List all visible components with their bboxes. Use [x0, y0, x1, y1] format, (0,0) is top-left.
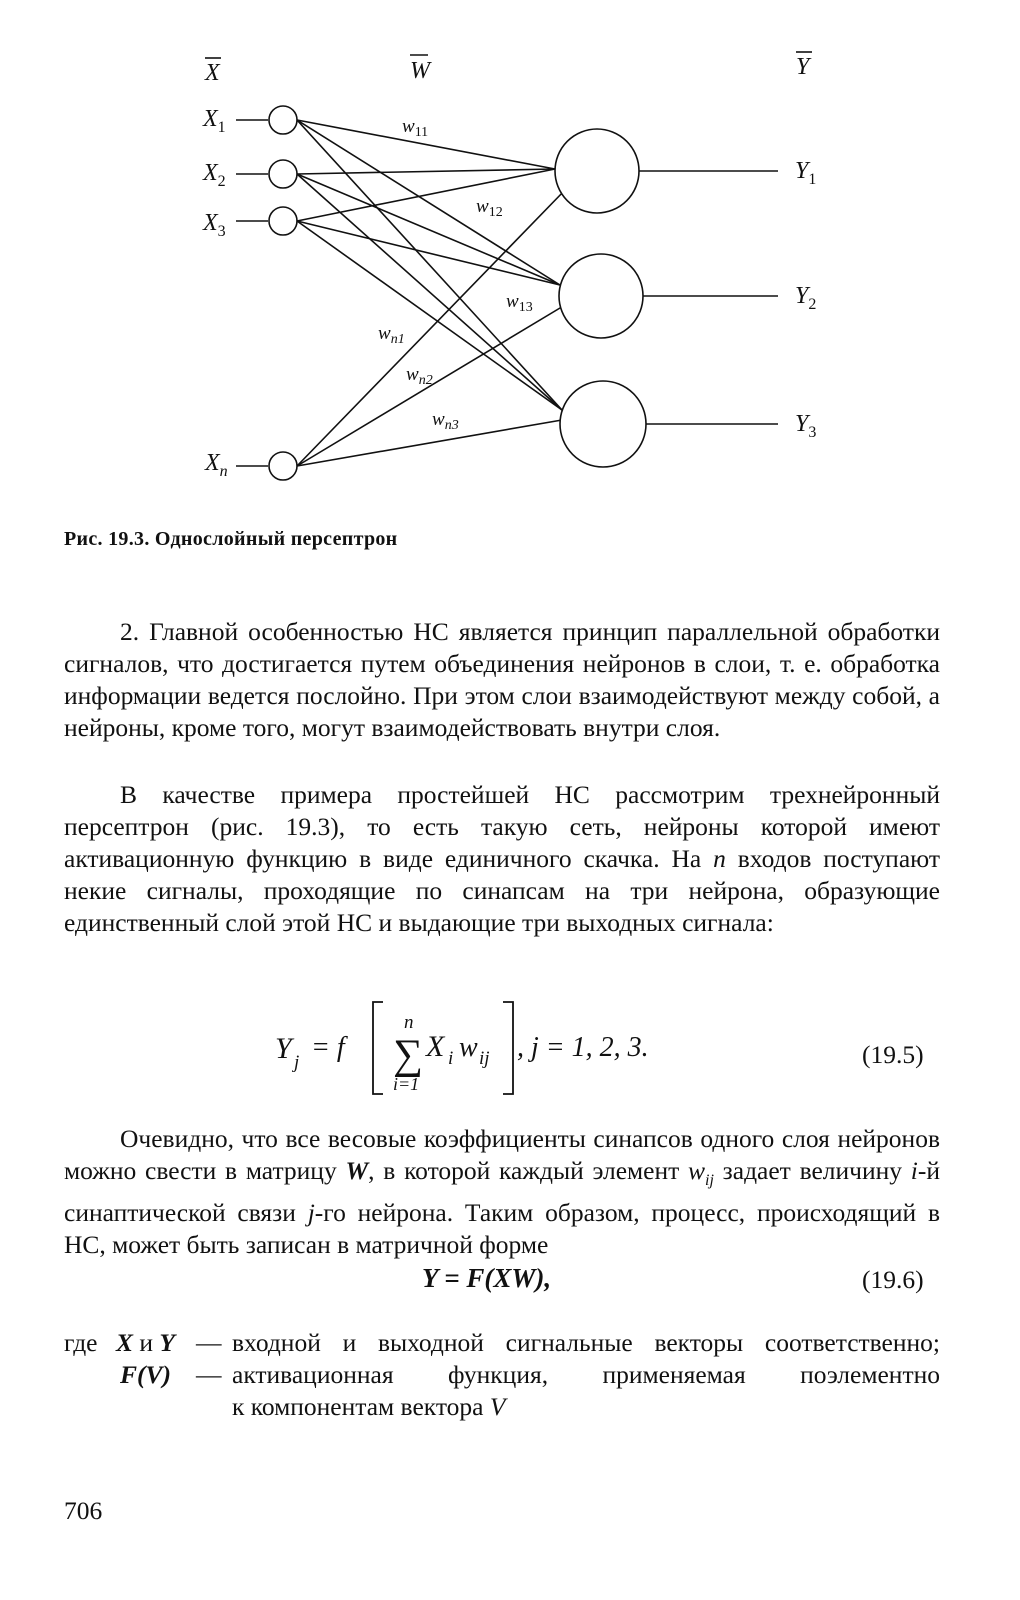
svg-text:w: w: [459, 1032, 478, 1063]
weight-label-wn2: $w_{n2}$: [406, 364, 433, 388]
weight-label-w13: $w_{13}$: [506, 291, 533, 315]
where-row-1: [64, 1327, 940, 1359]
header-x-label: X: [205, 60, 220, 86]
svg-text:ij: ij: [479, 1048, 490, 1069]
input-label-n: $X_n$: [205, 450, 228, 480]
output-label-2: $Y_2$: [795, 283, 817, 313]
equation-19-6-number: (19.6): [862, 1265, 924, 1294]
input-node-3: [269, 207, 297, 235]
svg-text:= f: = f: [311, 1032, 345, 1063]
weight-label-wn1: $w_{n1}$: [378, 323, 405, 347]
sum-sign: ∑: [393, 1032, 423, 1078]
input-label-2: $X_2$: [203, 160, 226, 190]
where-term-f: F(V): [120, 1360, 171, 1389]
paragraph-3: [64, 1123, 940, 1261]
synapse-x3-y2: [297, 221, 560, 285]
header-y-label: Y: [796, 54, 810, 80]
where-dash-2: —: [196, 1360, 222, 1389]
neuron-2: [559, 254, 643, 338]
neuron-1: [555, 129, 639, 213]
figure-caption: Рис. 19.3. Однослойный персептрон: [64, 528, 398, 550]
input-node-n: [269, 452, 297, 480]
where-def-3: к компонентам вектора V: [232, 1392, 506, 1421]
where-clause: [64, 1327, 940, 1423]
weight-label-wn3: $w_{n3}$: [432, 409, 459, 433]
synapse-x2-y2: [297, 174, 560, 285]
equation-19-6: Y = F(XW),: [422, 1263, 552, 1293]
svg-text:i: i: [448, 1048, 454, 1069]
paragraph-1: [64, 616, 940, 744]
input-node-2: [269, 160, 297, 188]
header-w-label: W: [410, 58, 430, 84]
page-number: 706: [64, 1496, 103, 1525]
equation-19-5-drawing: [275, 998, 755, 1098]
paragraph-1-text: 2. Главной особенностью НС является принцип параллельной обработки сигналов, что достигается путем объединения нейронов в слои, т. е. обработка информации ведется послойно. При этом слои взаимодействуют между собой, а нейроны, кроме того, могут взаимодействовать внутри слоя.: [64, 617, 940, 742]
input-label-1: $X_1$: [203, 106, 226, 136]
synapse-x3-y1: [297, 169, 555, 221]
where-row-2: [64, 1359, 940, 1391]
input-node-1: [269, 106, 297, 134]
input-label-3: $X_3$: [203, 210, 226, 240]
svg-text:n: n: [404, 1012, 414, 1033]
equation-19-5-number: (19.5): [862, 1040, 924, 1069]
svg-text:, j = 1, 2, 3.: , j = 1, 2, 3.: [517, 1032, 649, 1063]
svg-text:X: X: [426, 1030, 445, 1063]
where-lead: где: [64, 1328, 98, 1357]
weight-label-w12: $w_{12}$: [476, 196, 503, 220]
output-label-3: $Y_3$: [795, 411, 817, 441]
where-dash-1: —: [196, 1328, 222, 1357]
where-row-3: [64, 1391, 940, 1423]
neuron-3: [560, 381, 646, 467]
weight-label-w11: $w_{11}$: [402, 116, 429, 140]
where-def-1: входной и выходной сигнальные векторы соответственно;: [232, 1328, 940, 1357]
paragraph-3-text: Очевидно, что все весовые коэффициенты синапсов одного слоя нейронов можно свести в матрицу W, в которой каждый элемент $w_{ij}$ задает величину i-й синаптической связи j-го нейрона. Таким образом, процесс, происходящий в НС, может быть записан в матричной форме: [64, 1124, 941, 1260]
svg-text:Y: Y: [275, 1032, 292, 1065]
paragraph-2-text: В качестве примера простейшей НС рассмотрим трехнейронный персептрон (рис. 19.3), то есть такую сеть, нейроны которой имеют активационную функцию в виде единичного скачка. На n входов поступают некие сигналы, проходящие по синапсам на три нейрона, образующие единственный слой этой НС и выдающие три выходных сигнала:: [64, 780, 940, 937]
output-label-1: $Y_1$: [795, 158, 817, 188]
paragraph-2: [64, 779, 940, 939]
svg-text:j: j: [294, 1052, 300, 1073]
where-def-2: активационная функция, применяемая поэлементно: [232, 1360, 940, 1389]
synapse-x2-y1: [297, 169, 555, 174]
equation-19-5: [275, 998, 755, 1098]
perceptron-diagram: [0, 0, 1020, 520]
svg-text:i=1: i=1: [393, 1074, 420, 1094]
where-term-xy: X и Y: [116, 1328, 175, 1357]
